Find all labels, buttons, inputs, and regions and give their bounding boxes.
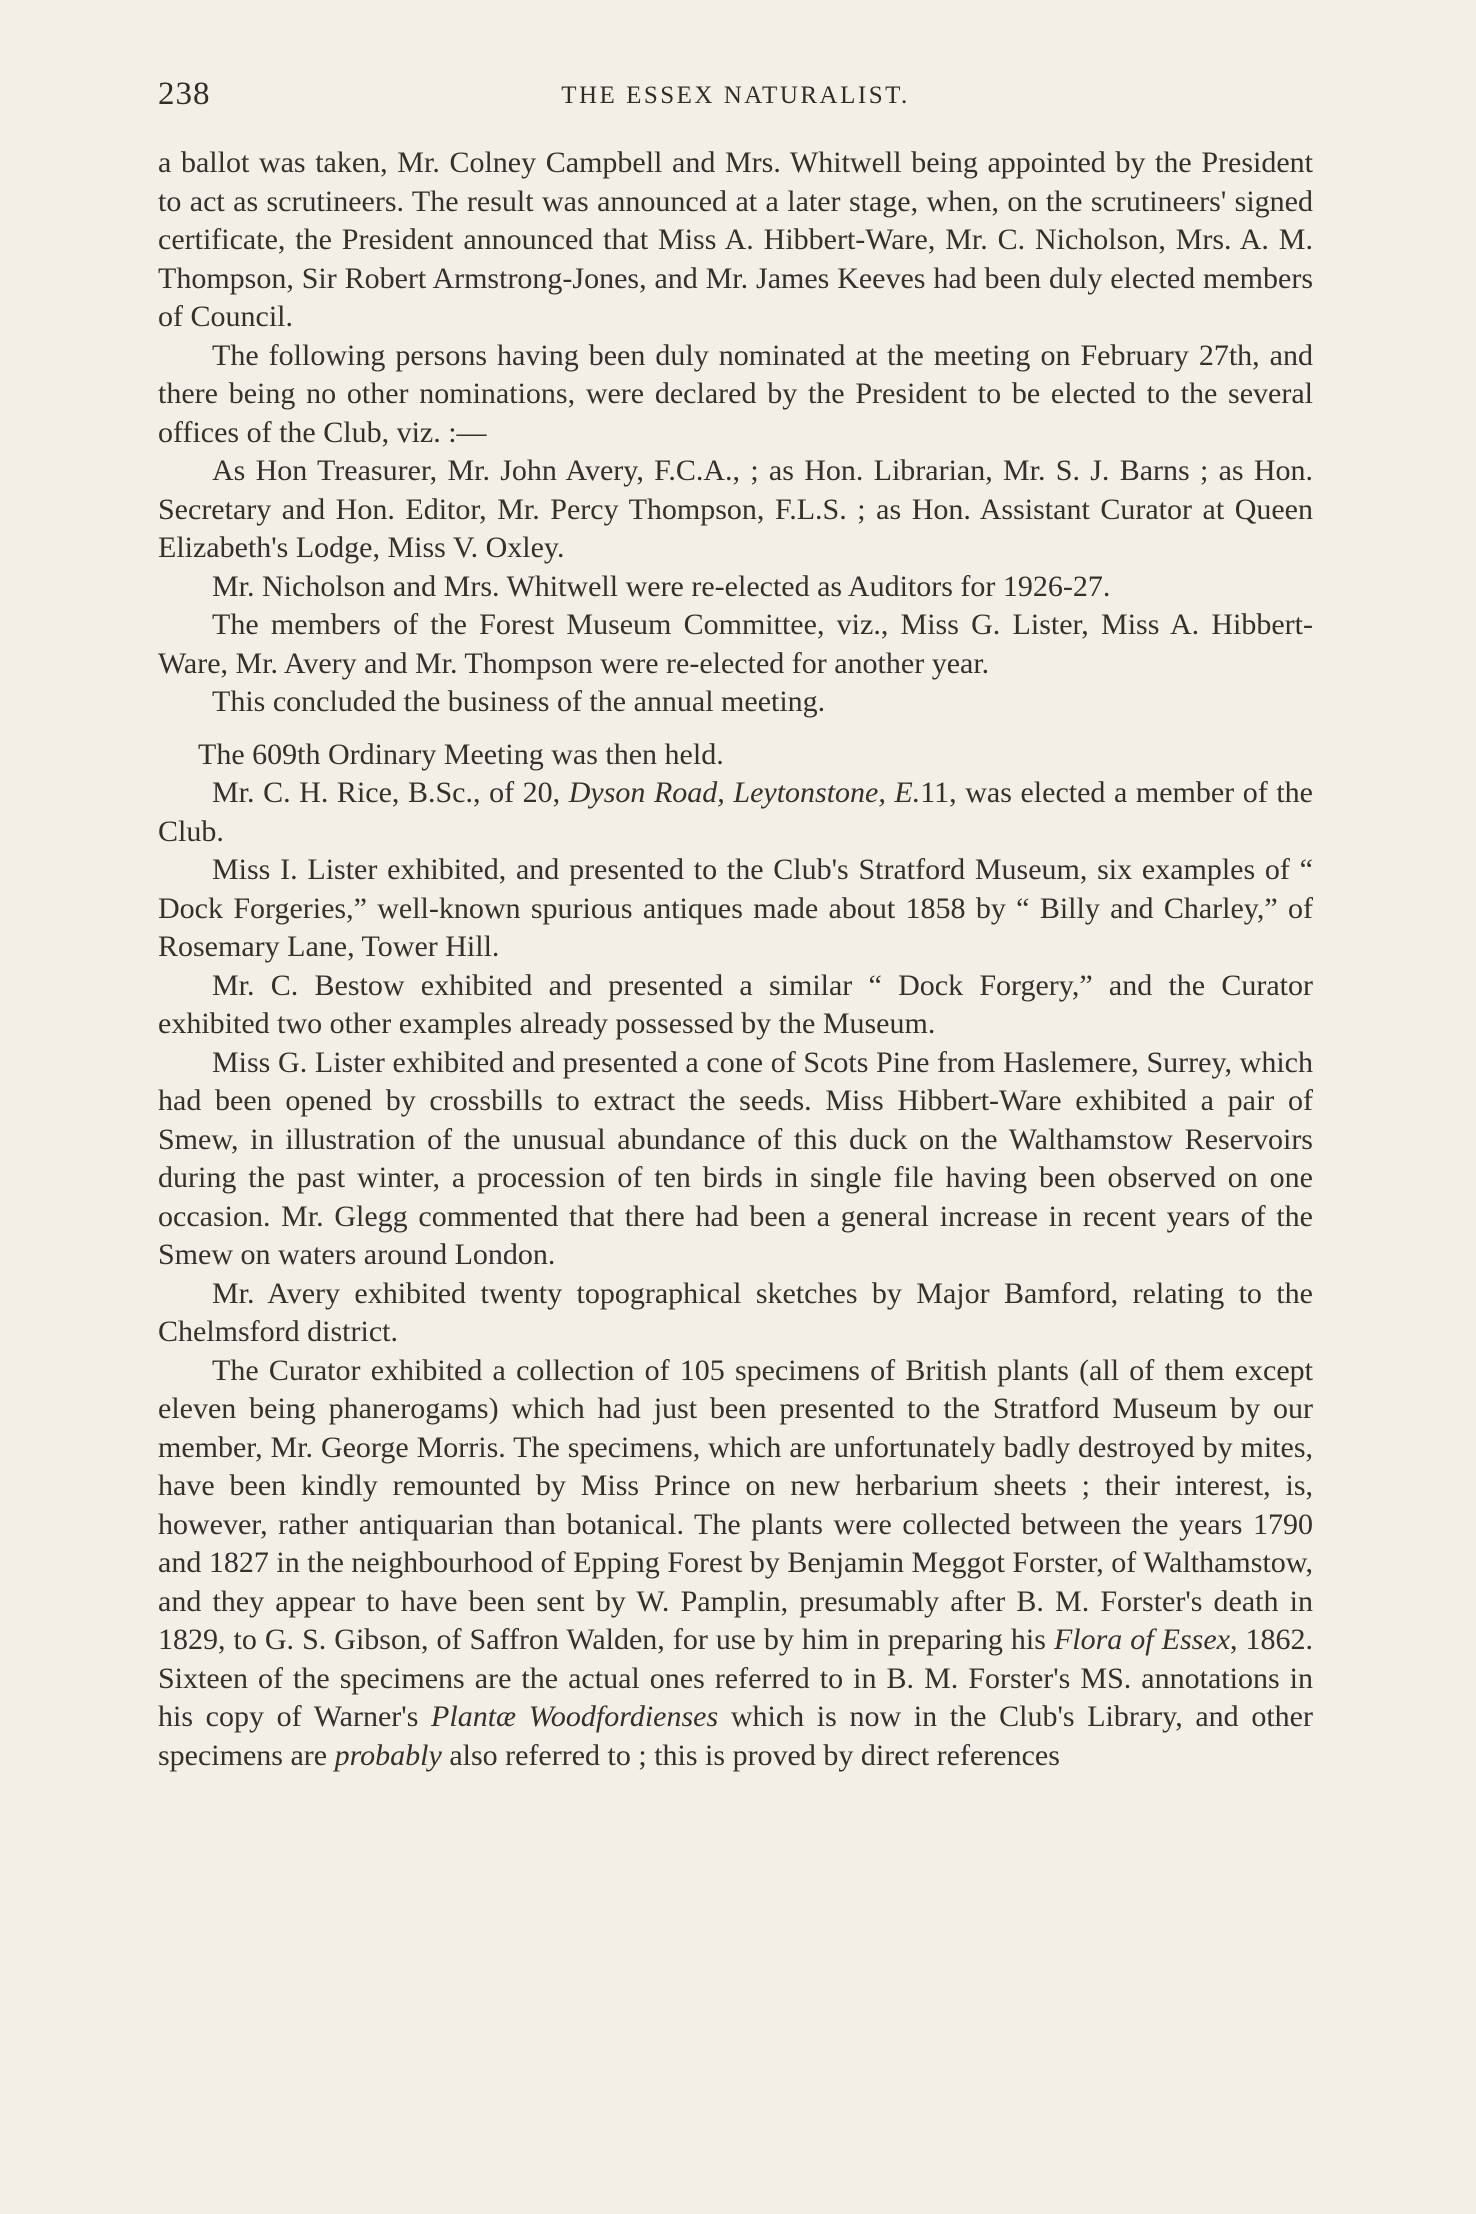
paragraph-annual-meeting-concluded: This concluded the business of the annual meeting. bbox=[212, 685, 826, 718]
emphasis-italic: probably bbox=[334, 1738, 442, 1772]
paragraph-nominations: The following persons having been duly nominated at the meeting on February 27th, and there being no other nominations, were declared by the President to be elected to the several offices of the Club, viz. :— bbox=[158, 338, 1313, 449]
paragraph-officers: As Hon Treasurer, Mr. John Avery, F.C.A., ; as Hon. Librarian, Mr. S. J. Barns ; as Hon. Secretary and Hon. Editor, Mr. Percy Thompson, F.L.S. ; as Hon. Assistant Curator at Queen Elizabeth's Lodge, Miss V. Oxley. bbox=[158, 454, 1313, 564]
book-title-italic: Flora of Essex bbox=[1053, 1623, 1230, 1656]
body-text bbox=[158, 144, 1313, 1775]
paragraph-forest-museum-committee: The members of the Forest Museum Committee, viz., Miss G. Lister, Miss A. Hibbert-Ware, Mr. Avery and Mr. Thompson were re-elected for another year. bbox=[158, 608, 1313, 680]
paragraph-bestow: Mr. C. Bestow exhibited and presented a similar “ Dock Forgery,” and the Curator exhibited two other examples already possessed by the Museum. bbox=[158, 968, 1313, 1040]
paragraph-dock-forgeries: Miss I. Lister exhibited, and presented to the Club's Stratford Museum, six examples of “ Dock Forgeries,” well-known spurious antiques made about 1858 by “ Billy and Charley,” of Rosemary Lane, Tower Hill. bbox=[158, 853, 1313, 963]
running-head: THE ESSEX NATURALIST. bbox=[561, 82, 910, 109]
paragraph-plant-specimens bbox=[158, 1352, 1313, 1776]
text-span: The Curator exhibited a collection of 105 specimens of British plants (all of them except eleven being phanerogams) which had just been presented to the Stratford Museum by our member, Mr. George Morris. The specimens, which are unfortunately badly destroyed by mites, have been kindly remounted by Miss Prince on new herbarium sheets ; their interest, is, however, rather antiquarian than botanical. The plants were collected between the years 1790 and 1827 in the neighbourhood of Epping Forest by Benjamin Meggot Forster, of Walthamstow, and they appear to have been sent by W. Pamplin, presumably after B. M. Forster's death in 1829, to G. S. Gibson, of Saffron Walden, for use by him in preparing his bbox=[158, 1353, 1313, 1656]
text-span: , 1862. Sixteen of the specimens are the actual ones referred to in B. M. Forster's MS. annotations in his copy of Warner's bbox=[158, 1623, 1313, 1733]
book-title-italic: Plantæ Woodfordienses bbox=[431, 1700, 719, 1733]
text-span: Mr. C. H. Rice, B.Sc., of 20, bbox=[212, 776, 569, 809]
text-span: also referred to ; this is proved by direct references bbox=[441, 1738, 1060, 1772]
paragraph-ordinary-meeting: The 609th Ordinary Meeting was then held. bbox=[198, 737, 724, 771]
page-header bbox=[158, 76, 1313, 120]
paragraph-new-member bbox=[158, 774, 1313, 851]
paragraph-ballot: a ballot was taken, Mr. Colney Campbell and Mrs. Whitwell being appointed by the President to act as scrutineers. The result was announced at a later stage, when, on the scrutineers' signed certificate, the President announced that Miss A. Hibbert-Ware, Mr. C. Nicholson, Mrs. A. M. Thompson, Sir Robert Armstrong-Jones, and Mr. James Keeves had been duly elected members of Council. bbox=[158, 146, 1313, 333]
text-span: which is now in the Club's Library, and other specimens are bbox=[158, 1700, 1313, 1772]
address-italic: Dyson Road, Leytonstone, E. bbox=[568, 776, 921, 809]
paragraph-auditors: Mr. Nicholson and Mrs. Whitwell were re-elected as Auditors for 1926-27. bbox=[212, 569, 1111, 603]
paragraph-scots-pine-smew: Miss G. Lister exhibited and presented a cone of Scots Pine from Haslemere, Surrey, which had been opened by crossbills to extract the seeds. Miss Hibbert-Ware exhibited a pair of Smew, in illustration of the unusual abundance of this duck on the Walthamstow Reservoirs during the past winter, a procession of ten birds in single file having been observed on one occasion. Mr. Glegg commented that there had been a general increase in recent years of the Smew on waters around London. bbox=[158, 1045, 1313, 1271]
text-span: 11, was elected a member of the Club. bbox=[158, 776, 1313, 848]
page-number: 238 bbox=[158, 76, 211, 112]
paragraph-avery-sketches: Mr. Avery exhibited twenty topographical sketches by Major Bamford, relating to the Chelmsford district. bbox=[158, 1276, 1313, 1348]
